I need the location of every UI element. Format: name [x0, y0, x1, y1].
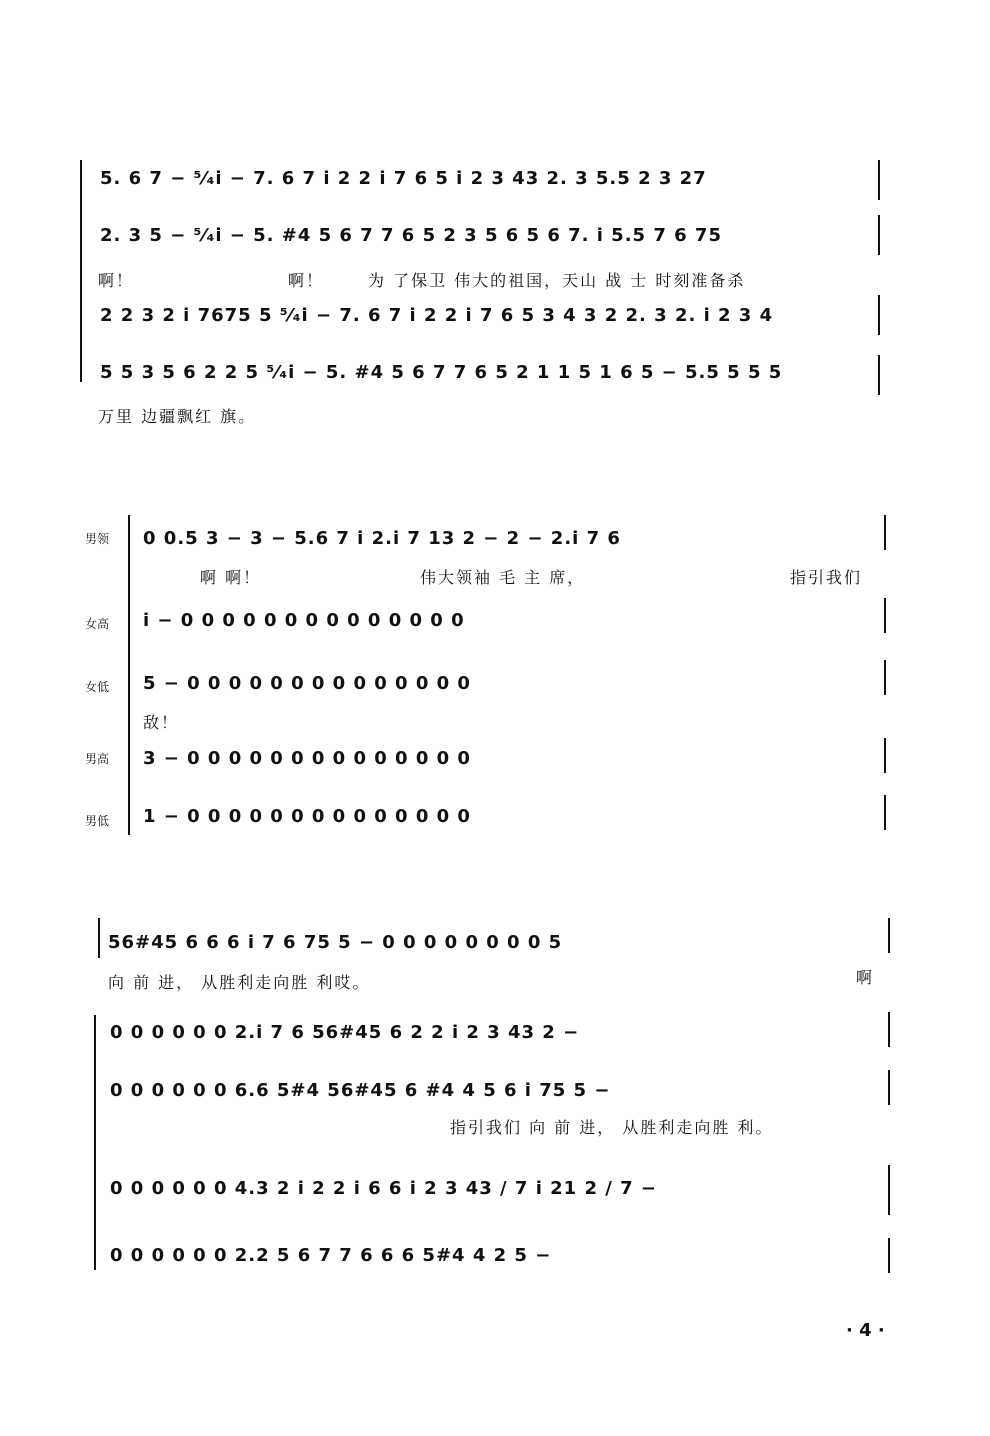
- system-3-row-3: 0 0 0 0 0 0 6.6 5#4 56#45 6 #4 4 5 6 i 75 5 −: [110, 1080, 611, 1101]
- page-number: · 4 ·: [846, 1320, 885, 1341]
- part-label-male-lead: 男领: [85, 532, 110, 546]
- system-3-brace-top: [98, 918, 100, 958]
- system-3-row-2: 0 0 0 0 0 0 2.i 7 6 56#45 6 2 2 i 2 3 43 2 −: [110, 1022, 580, 1043]
- part-male-lead-notes: 0 0.5 3 − 3 − 5.6 7 i 2.i 7 13 2 − 2 − 2.i 7 6: [143, 528, 621, 549]
- system-1-brace: [80, 160, 82, 382]
- system-1-row-2: 2. 3 5 − ⁵⁄₄i − 5. #4 5 6 7 7 6 5 2 3 5 6 5 6 7. i 5.5 7 6 75: [100, 225, 722, 246]
- system-1-row-1: 5. 6 7 − ⁵⁄₄i − 7. 6 7 i 2 2 i 7 6 5 i 2 3 43 2. 3 5.5 2 3 27: [100, 168, 707, 189]
- system-3-row-1: 56#45 6 6 6 i 7 6 75 5 − 0 0 0 0 0 0 0 0 5: [108, 932, 563, 953]
- part-label-female-low: 女低: [85, 680, 110, 694]
- part-label-female-high: 女高: [85, 617, 110, 631]
- system-1-row-3: 2 2 3 2 i 7675 5 ⁵⁄₄i − 7. 6 7 i 2 2 i 7 6 5 3 4 3 2 2. 3 2. i 2 3 4: [100, 305, 774, 326]
- system-2-lyric-3: 指引我们: [790, 568, 863, 587]
- system-1-lyric-3: 为 了保卫 伟大的祖国，天山 战 士 时刻准备杀: [368, 271, 746, 290]
- part-male-low-notes: 1 − 0 0 0 0 0 0 0 0 0 0 0 0 0 0: [143, 806, 471, 827]
- system-1-row-4: 5 5 3 5 6 2 2 5 ⁵⁄₄i − 5. #4 5 6 7 7 6 5 2 1 1 5 1 6 5 − 5.5 5 5 5: [100, 362, 783, 383]
- system-3-brace: [94, 1015, 96, 1270]
- system-3-lyric-2: 啊: [856, 968, 875, 987]
- part-label-male-low: 男低: [85, 814, 110, 828]
- system-3-lyric-1: 向 前 进， 从胜利走向胜 利哎。: [108, 973, 371, 992]
- part-label-male-high: 男高: [85, 752, 110, 766]
- system-2-brace: [128, 515, 130, 835]
- system-1-lyric-2: 啊！: [288, 271, 325, 290]
- system-1-lyric-1: 啊！: [98, 271, 135, 290]
- system-2-lyric-1: 啊 啊！: [200, 568, 262, 587]
- system-2-lyric-2: 伟大领袖 毛 主 席，: [420, 568, 586, 587]
- system-2-lyric-4: 敌！: [143, 713, 180, 732]
- system-3-lyric-3: 指引我们 向 前 进， 从胜利走向胜 利。: [450, 1118, 774, 1137]
- system-3-row-4: 0 0 0 0 0 0 4.3 2 i 2 2 i 6 6 i 2 3 43 / 7 i 21 2 / 7 −: [110, 1178, 657, 1199]
- part-female-high-notes: i − 0 0 0 0 0 0 0 0 0 0 0 0 0 0: [143, 610, 465, 631]
- part-female-low-notes: 5 − 0 0 0 0 0 0 0 0 0 0 0 0 0 0: [143, 673, 471, 694]
- system-3-row-5: 0 0 0 0 0 0 2.2 5 6 7 7 6 6 6 5#4 4 2 5 −: [110, 1245, 552, 1266]
- system-1-lyric-4: 万里 边疆飘红 旗。: [98, 407, 257, 426]
- part-male-high-notes: 3 − 0 0 0 0 0 0 0 0 0 0 0 0 0 0: [143, 748, 471, 769]
